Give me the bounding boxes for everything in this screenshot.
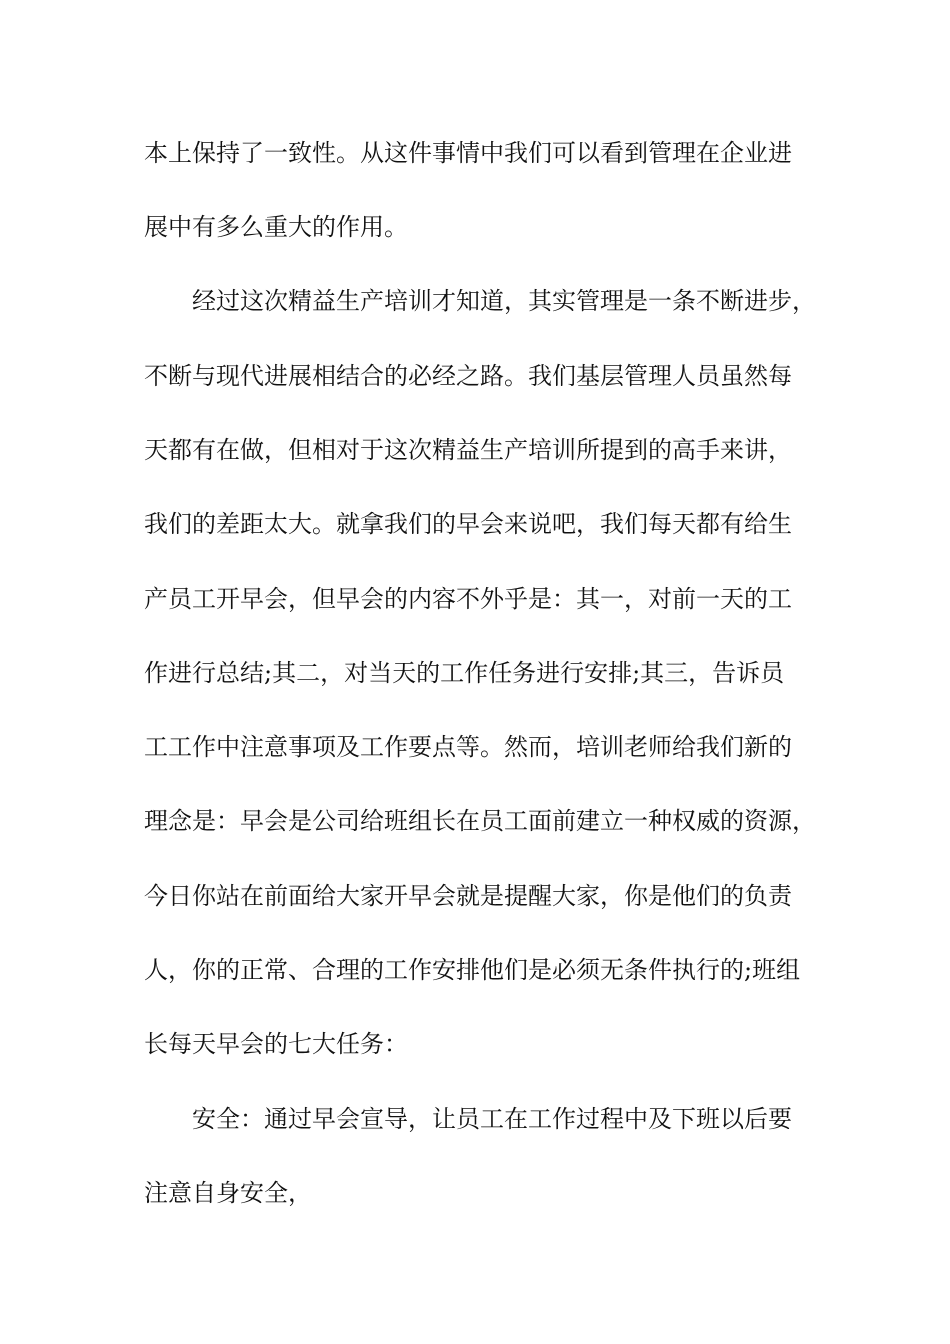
text-line: 产员工开早会，但早会的内容不外乎是：其一，对前一天的工 (144, 585, 792, 613)
paragraph-first-line: 安全：通过早会宣导，让员工在工作过程中及下班以后要 (192, 1105, 792, 1133)
text-line: 今日你站在前面给大家开早会就是提醒大家，你是他们的负责 (144, 882, 792, 910)
text-line: 长每天早会的七大任务： (144, 1030, 408, 1058)
text-line: 作进行总结;其二，对当天的工作任务进行安排;其三，告诉员 (144, 659, 785, 687)
paragraph-first-line: 经过这次精益生产培训才知道，其实管理是一条不断进步， (192, 287, 816, 315)
text-line: 天都有在做，但相对于这次精益生产培训所提到的高手来讲， (144, 436, 792, 464)
text-line: 注意自身安全， (144, 1179, 312, 1207)
text-line: 我们的差距太大。就拿我们的早会来说吧，我们每天都有给生 (144, 510, 792, 538)
text-line: 工工作中注意事项及工作要点等。然而，培训老师给我们新的 (144, 733, 792, 761)
text-line: 本上保持了一致性。从这件事情中我们可以看到管理在企业进 (144, 139, 792, 167)
text-line: 理念是：早会是公司给班组长在员工面前建立一种权威的资源， (144, 807, 816, 835)
text-line: 人，你的正常、合理的工作安排他们是必须无条件执行的;班组 (144, 956, 801, 984)
text-line: 展中有多么重大的作用。 (144, 213, 408, 241)
text-line: 不断与现代进展相结合的必经之路。我们基层管理人员虽然每 (144, 362, 792, 390)
